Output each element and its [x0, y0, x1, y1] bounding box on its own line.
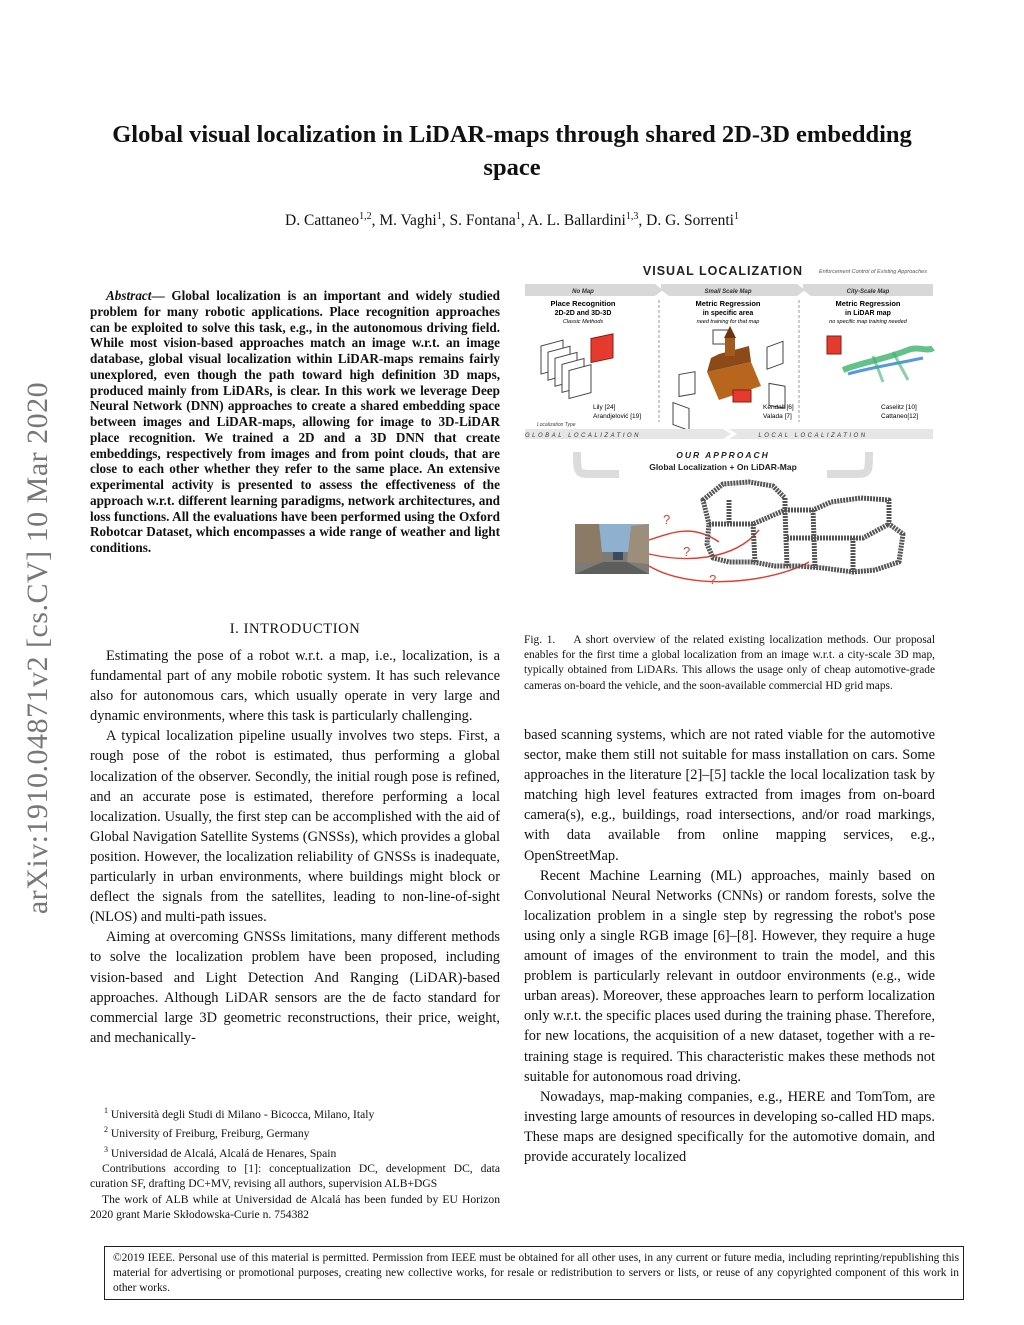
figure-1 [523, 262, 936, 624]
box-note: Classic Methods [562, 319, 604, 325]
right-column-body [524, 725, 935, 1167]
caption-text: A short overview of the related existing localization methods. Our proposal enables for the first time a global localization from an image w.r.t. a city-scale 3D map, typically obtained from LiDARs. This allows the usage only of cheap automotive-grade cameras on-board the vehicle, and the soon-available commercial HD grid maps. [524, 634, 936, 692]
box-subtitle: in LiDAR map [845, 310, 891, 317]
author: M. Vaghi$^1$ [379, 211, 442, 230]
reference: Lily [24] [593, 404, 616, 411]
section-heading-introduction: I. INTRODUCTION [229, 621, 361, 637]
paragraph: based scanning systems, which are not rated viable for the automotive sector, make them still not suitable for mass installation on cars. Some approaches in the literature [2]–[5] tackle the local localization task by matching high level features extracted from images from on-board camera(s), e.g., buildings, road intersections, and/or road markings, with data available from online mapping services, e.g., OpenStreetMap. [524, 727, 935, 864]
header-band-no-map [525, 284, 663, 296]
figure-title: VISUAL LOCALIZATION [642, 264, 804, 278]
contributions-note: Contributions according to [1]: conceptualization DC, development DC, data curation SF, drafting DC+MV, revising all authors, supervision ALB+DGS [90, 1161, 500, 1191]
paragraph: Aiming at overcoming GNSSs limitations, many different methods to solve the localization problem have been proposed, including vision-based and Light Detection And Ranging (LiDAR)-based approaches. Although LiDAR sensors are the de facto standard for commercial large 3D geometric reconstructions, their price, weight, and mechanically- [90, 929, 500, 1046]
approach-subtitle: Global Localization + On LiDAR-Map [649, 462, 797, 472]
city-scale-lidar-map [703, 482, 903, 572]
box-title: Metric Regression [695, 299, 761, 308]
paragraph: Nowadays, map-making companies, e.g., HERE and TomTom, are investing large amounts of resources in developing so-called HD maps. These maps are designed specifically for the automotive domain, and provide accurately localized [524, 1088, 935, 1165]
reference: Caselitz [10] [881, 404, 917, 411]
box-subtitle: 2D-2D and 3D-3D [554, 310, 612, 317]
image-stack-illustration [541, 333, 613, 406]
reference: Kendall [6] [763, 404, 794, 411]
approach-title: OUR APPROACH [676, 450, 770, 460]
footnote: $^1$ Università degli Studi di Milano - Bicocca, Milano, Italy [104, 1106, 375, 1121]
footnotes [90, 1103, 500, 1222]
figure-caption [524, 633, 935, 694]
abstract-text: Global localization is an important and widely studied problem for many robotic applications. Place recognition approaches can be exploited to solve this task, e.g., in the autonomous driving field. While most vision-based approaches match an image w.r.t. an image database, global visual localization within LiDAR-maps remains fairly unexplored, even though the path toward high definition 3D maps, produced mainly from LiDARs, is clear. In this work we leverage Deep Neural Network (DNN) approaches to create a shared embedding space between images and LiDAR-maps, allowing for image to 3D-LiDAR place recognition. We trained a 2D and a 3D DNN that create embeddings, respectively from images and from point clouds, that are close to each other whether they refer to the same place. An extensive experimental activity is presented to assess the effectiveness of the approach w.r.t. different learning paradigms, network architectures, and loss functions. All the evaluations have been performed using the Oxford Robotcar Dataset, which encompasses a wide range of weather and light conditions. [90, 288, 500, 555]
reference: Arandjelović [19] [593, 413, 642, 420]
box-subtitle: in specific area [702, 310, 754, 317]
question-mark: ? [709, 572, 717, 587]
author: D. G. Sorrenti$^1$ [646, 211, 739, 230]
header-label: Small Scale Map [704, 289, 752, 295]
box-title: Place Recognition [550, 299, 616, 308]
header-label: No Map [572, 289, 594, 295]
camera-image [575, 524, 649, 574]
caption-label: Fig. 1. [524, 634, 556, 646]
author-list: D. Cattaneo$^{1,2}$, M. Vaghi$^1$, S. Fontana$^1$, A. L. Ballardini$^{1,3}$, D. G. Sorrenti$^1$ [285, 211, 739, 230]
copyright-notice: ©2019 IEEE. Personal use of this material is permitted. Permission from IEEE must be obtained for all other uses, in any current or future media, including reprinting/republishing this material for advertising or promotional purposes, creating new collective works, for resale or redistribution to servers or lists, or reuse of any copyrighted component of this work in other works. [104, 1246, 964, 1300]
reference: Valada [7] [763, 413, 792, 420]
paragraph: Estimating the pose of a robot w.r.t. a map, i.e., localization, is a fundamental part of any mobile robotic system. It has such relevance also for autonomous cars, which usually operate in very large and dynamic environments, where this task is particularly challenging. [90, 648, 500, 725]
arxiv-stamp: arXiv:1910.04871v2 [cs.CV] 10 Mar 2020 [21, 381, 54, 915]
left-column-body [90, 646, 500, 1048]
author: A. L. Ballardini$^{1,3}$ [527, 211, 639, 230]
local-localization-label: LOCAL LOCALIZATION [758, 433, 868, 439]
footnote: $^3$ Universidad de Alcalá, Alcalá de Henares, Spain [104, 1144, 337, 1160]
box-note: need training for that map [696, 319, 760, 325]
funding-note: The work of ALB while at Universidad de Alcalá has been funded by EU Horizon 2020 grant Marie Skłodowska-Curie n. 754382 [90, 1192, 500, 1222]
localization-type-label: Localization Type [537, 422, 576, 428]
reference: Cattaneo[12] [881, 413, 919, 420]
question-mark: ? [683, 544, 691, 559]
paragraph: A typical localization pipeline usually involves two steps. First, a rough pose of the robot is estimated, thus performing a global localization of the observer. Secondly, the initial rough pose is refined, and an accurate pose is estimated, therefore performing a local localization. Usually, the first step can be accomplished with the aid of Global Navigation Satellite Systems (GNSSs), which provides a global position. However, the localization reliability of GNSSs is inadequate, particularly in urban environments, where buildings might block or deflect the signals from the satellites, leading to non-line-of-sight (NLOS) and multi-path issues. [90, 728, 500, 926]
paper-title: Global visual localization in LiDAR-maps through shared 2D-3D embedding space [112, 121, 912, 181]
right-flow-arrow [827, 452, 869, 474]
abstract: Abstract— Global localization is an important and widely studied problem for many robotic applications. Place recognition approaches can be exploited to solve this task, e.g., in the autonomous driving field. While most vision-based approaches match an image w.r.t. an image database, global visual localization within LiDAR-maps remains fairly unexplored, even though the path toward high definition 3D maps, produced mainly from LiDARs, is clear. In this work we leverage Deep Neural Network (DNN) approaches to create a shared embedding space between images and LiDAR-maps, allowing for image to 3D-LiDAR place recognition. We trained a 2D and a 3D DNN that create embeddings, respectively from images and from point clouds, that are close to each other whether they refer to the same place. An extensive experimental activity is presented to assess the effectiveness of the approach w.r.t. different learning paradigms, network architectures, and loss functions. All the evaluations have been performed using the Oxford Robotcar Dataset, which encompasses a wide range of weather and light conditions. [90, 288, 500, 555]
author: D. Cattaneo$^{1,2}$ [285, 211, 372, 230]
question-mark: ? [663, 512, 671, 527]
box-note: no specific map training needed [829, 319, 907, 325]
footnote: $^2$ University of Freiburg, Freiburg, Germany [104, 1125, 310, 1141]
author: S. Fontana$^1$ [449, 211, 521, 230]
enforcement-note: Enforcement Control of Existing Approaches [818, 269, 927, 275]
paragraph: Recent Machine Learning (ML) approaches, mainly based on Convolutional Neural Networks (CNNs) or random forests, solve the localization problem in a single step by regressing the robot's pose using only a single RGB image [6]–[8]. However, they require a huge amount of images of the environment to train the model, and this problem is particularly relevant in outdoor environments (e.g., wide urban areas). Moreover, these approaches learn to perform localization only w.r.t. the specific places used during the training phase. Therefore, for new locations, the acquisition of a new dataset, together with a re-training stage is required. This characteristic makes these methods not suitable for autonomous road driving. [524, 867, 935, 1085]
abstract-label: Abstract [106, 288, 152, 303]
left-flow-arrow [577, 452, 619, 474]
header-label: City-Scale Map [846, 289, 890, 295]
global-localization-label: GLOBAL LOCALIZATION [525, 433, 641, 439]
lidar-map-illustration [827, 336, 933, 382]
box-title: Metric Regression [835, 299, 901, 308]
